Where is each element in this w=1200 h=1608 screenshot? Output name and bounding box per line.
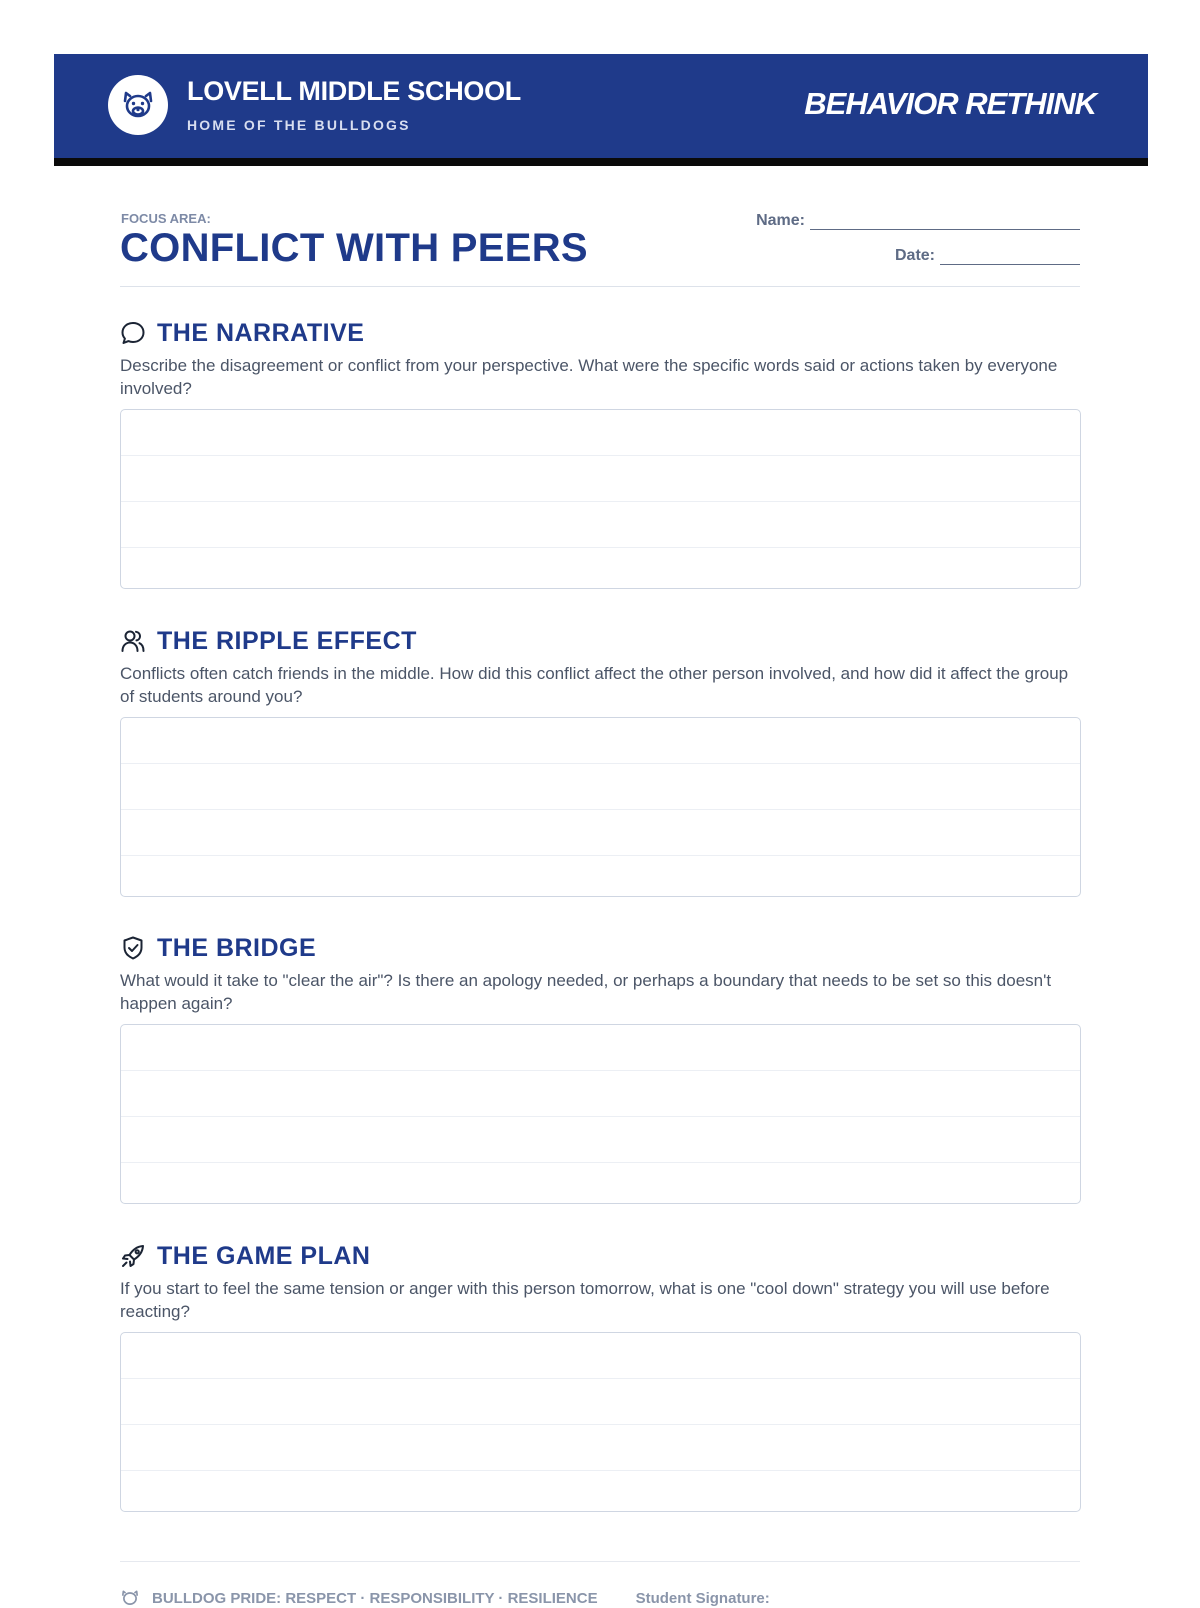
footer — [120, 1588, 770, 1608]
focus-area-label: FOCUS AREA: — [121, 211, 211, 226]
section-title: THE NARRATIVE — [157, 318, 365, 347]
section-title: THE GAME PLAN — [157, 1241, 371, 1270]
header-divider — [120, 286, 1080, 287]
section-prompt: If you start to feel the same tension or anger with this person tomorrow, what is one "cool down" strategy you will use before reacting? — [120, 1279, 1050, 1321]
section-prompt: Describe the disagreement or conflict from your perspective. What were the specific words said or actions taken by everyone involved? — [120, 356, 1058, 398]
signature-label: Student Signature: — [635, 1589, 770, 1607]
date-field[interactable] — [895, 247, 1080, 265]
school-name: LOVELL MIDDLE SCHOOL — [187, 76, 522, 106]
section-prompt: What would it take to "clear the air"? Is there an apology needed, or perhaps a boundary that needs to be set so this doesn't happen again? — [120, 971, 1052, 1013]
name-field[interactable] — [756, 212, 1080, 230]
answer-box[interactable] — [120, 1024, 1081, 1204]
answer-box[interactable] — [120, 409, 1081, 589]
program-title: BEHAVIOR RETHINK — [804, 86, 1096, 121]
bulldog-icon — [120, 87, 156, 123]
date-line[interactable] — [940, 250, 1080, 265]
school-tagline: HOME OF THE BULLDOGS — [187, 117, 411, 133]
answer-box[interactable] — [120, 717, 1081, 897]
section-title: THE BRIDGE — [157, 933, 317, 962]
date-label: Date: — [894, 247, 935, 264]
people-icon — [120, 628, 146, 654]
section-game-plan — [120, 1241, 1081, 1512]
section-title: THE RIPPLE EFFECT — [157, 626, 417, 655]
bulldog-icon — [120, 1588, 140, 1608]
name-line[interactable] — [810, 215, 1080, 230]
section-prompt: Conflicts often catch friends in the middle. How did this conflict affect the other person involved, and how did it affect the group of students around you? — [120, 664, 1069, 706]
focus-area-title: CONFLICT WITH PEERS — [120, 226, 588, 270]
rocket-icon — [120, 1243, 146, 1269]
answer-box[interactable] — [120, 1332, 1081, 1512]
footer-motto: BULLDOG PRIDE: RESPECT · RESPONSIBILITY · RESILIENCE — [152, 1589, 598, 1607]
header-banner — [54, 54, 1148, 166]
section-bridge — [120, 933, 1081, 1204]
section-narrative — [120, 318, 1081, 589]
name-label: Name: — [756, 212, 805, 229]
school-logo — [108, 75, 168, 135]
speech-bubble-icon — [120, 320, 146, 346]
footer-divider — [120, 1561, 1080, 1562]
section-ripple-effect — [120, 626, 1081, 897]
shield-check-icon — [120, 935, 146, 961]
